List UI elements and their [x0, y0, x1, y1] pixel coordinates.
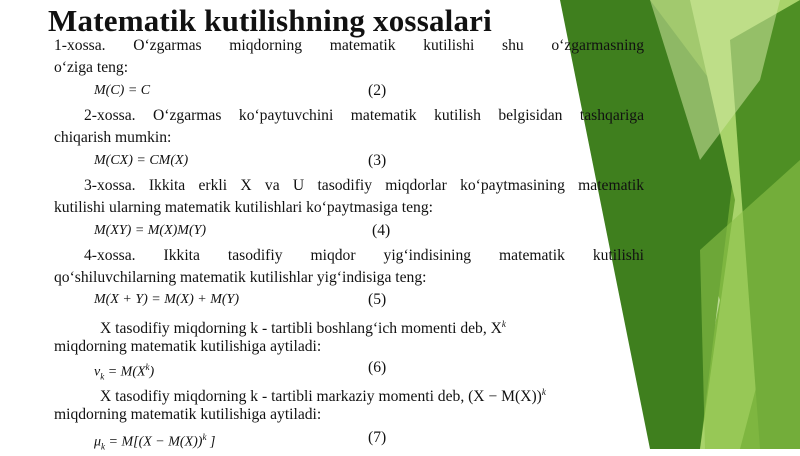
property-4-line-1: 4-xossa. Ikkita tasodifiy miqdor yig‘indisining matematik kutilishi	[84, 247, 644, 264]
formula-7	[94, 428, 215, 456]
moment-initial-line-1	[54, 315, 644, 338]
formula-4: M(XY) = M(X)M(Y)	[94, 223, 207, 238]
property-2-line-2: chiqarish mumkin:	[54, 129, 172, 146]
formula-6-end: )	[149, 364, 155, 380]
property-1-line-1: 1-xossa. O‘zgarmas miqdorning matematik kutilishi shu o‘zgarmasning	[54, 37, 644, 54]
equation-number-4: (4)	[372, 222, 391, 239]
moment-initial-superscript: k	[501, 319, 506, 329]
formula-6-body: = M(X	[104, 364, 146, 380]
nu-subscript: k	[100, 371, 105, 382]
mu-symbol: μ	[94, 434, 102, 450]
formula-5: M(X + Y) = M(X) + M(Y)	[94, 292, 239, 307]
formula-7-body: = M[(X − M(X))	[105, 434, 203, 450]
property-3-line-2: kutilishi ularning matematik kutilishlari ko‘paytmasiga teng:	[54, 199, 433, 216]
formula-7-superscript: k	[202, 432, 207, 442]
property-1-line-2: o‘ziga teng:	[54, 59, 129, 76]
equation-number-7: (7)	[368, 429, 387, 446]
property-4-line-2: qo‘shiluvchilarning matematik kutilishlar yig‘indisiga teng:	[54, 269, 427, 286]
equation-number-6: (6)	[368, 359, 387, 376]
moment-central-superscript: k	[541, 387, 546, 397]
moment-initial-line-2: miqdorning matematik kutilishiga aytiladi:	[54, 338, 322, 355]
property-2-line-1: 2-xossa. O‘zgarmas ko‘paytuvchini matematik kutilish belgisidan tashqariga	[84, 107, 644, 124]
formula-2: M(C) = C	[94, 83, 151, 98]
formula-6-superscript: k	[145, 362, 150, 372]
formula-3: M(CX) = CM(X)	[94, 153, 189, 168]
page-title: Matematik kutilishning xossalari	[48, 3, 492, 38]
equation-number-3: (3)	[368, 152, 387, 169]
moment-central-line-2: miqdorning matematik kutilishiga aytiladi:	[54, 406, 322, 423]
moment-central-text: X tasodifiy miqdorning k - tartibli markaziy momenti deb, (X − M(X))	[100, 388, 542, 406]
formula-7-end: ]	[206, 434, 216, 450]
equation-number-2: (2)	[368, 82, 387, 99]
equation-number-5: (5)	[368, 291, 387, 308]
mu-subscript: k	[101, 441, 106, 452]
property-3-line-1: 3-xossa. Ikkita erkli X va U tasodifiy miqdorlar ko‘paytmasining matematik	[84, 177, 644, 194]
moment-initial-text: X tasodifiy miqdorning k - tartibli boshlang‘ich momenti deb, X	[100, 320, 502, 338]
moment-central-line-1	[54, 383, 644, 406]
nu-symbol: ν	[94, 364, 101, 380]
